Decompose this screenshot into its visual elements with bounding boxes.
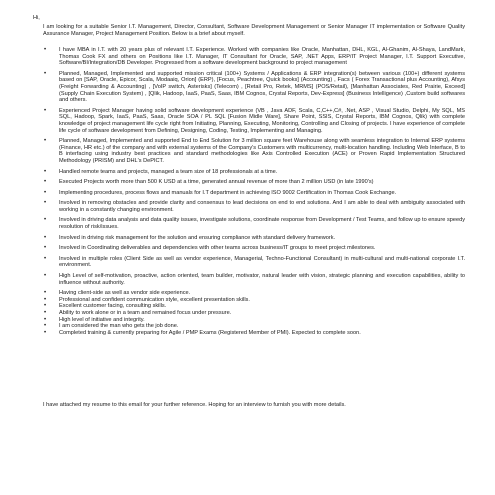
list-item: [43, 190, 465, 197]
list-item-text: Executed Projects worth more than 500 K USD at a time, generated annual revenue of more than 2 million USD (in late 1990's): [59, 179, 374, 186]
list-item: [43, 200, 465, 213]
intro-paragraph: I am looking for a suitable Senior I.T. Management, Director, Consultant, Software Development Management or Senior Manager IT implementation or Software Quality Assurance Manager, Project Management Position. Below is a brief about myself.: [43, 24, 465, 37]
list-item-text: High Level of self-motivation, proactive, action oriented, team builder, motivator, natural leader with vision, strategic planning and execution capabilities, ability to influence without authority.: [59, 273, 465, 286]
list-item-text: Involved in Coordinating deliverables and dependencies with other teams across business/IT groups to meet project milestones.: [59, 245, 376, 252]
list-item-text: Experienced Project Manager having solid software development experience (VB , Java ADF, Scala, C,C++,C#, .Net, ASP , Visual Studio, Delphi, My SQL, MS SQL, Hadoop, Spark, IaaS, PaaS, Saas, Oracle SOA / PL SQL [Fusion Midle Ware], Share Point, SSIS, Crystal Reports, IBM Cognos, Qlik) with complete knowledge of project management life cycle right from Initiating, Planning, Executing, Monitoring, Controlling and Closing of projects. I have experience of complete life cycle of software development from Defining, Designing, Coding, Testing, Implementing and Managing.: [59, 107, 465, 134]
list-item-text: Professional and confident communication style, excellent presentation skills.: [59, 296, 250, 303]
bullet-marker: •: [44, 70, 47, 77]
bullet-marker: •: [44, 107, 47, 114]
closing-paragraph: I have attached my resume to this email for your further reference. Hoping for an interview to furnish you with more details.: [43, 402, 346, 408]
bullet-marker: •: [44, 138, 47, 145]
bullet-marker: •: [44, 323, 47, 330]
list-item: [43, 217, 465, 230]
list-item-text: Ability to work alone or in a team and remained focus under pressure.: [59, 310, 232, 316]
list-item-text: I am considered the man who gets the job done.: [59, 323, 179, 330]
bullet-marker: •: [44, 179, 47, 186]
list-item: [43, 290, 465, 297]
bullet-marker: •: [44, 290, 47, 297]
bullet-marker: •: [44, 310, 47, 316]
list-item-text: I have MBA in I.T. with 20 years plus of relevant I.T. Experience. Worked with companies like Oracle, Manhattan, DHL, KGL, Al-Ghanim, Al-Shaya, LandMark, Thomas Cook FX and others on Positions like I.T. Manager, IT Consultant for Oracle, SAP, .NET Apps, ERP/IT Project Manager, I.T. Support Executive, Software/BI/Integration/DB Developer. Progressed from a software development background to project management: [59, 47, 465, 67]
list-item-text: Completed training & currently preparing for Agile / PMP Exams (Registered Member of PMI). Expected to complete soon.: [59, 329, 361, 336]
list-item: [43, 108, 465, 134]
list-item: [43, 317, 465, 324]
bullet-marker: •: [44, 200, 47, 207]
bullet-marker: •: [44, 189, 47, 196]
list-item-text: Implementing procedures, process flows and manuals for I.T department in achieving ISO 9002 Certification in Thomas Cook Exchange.: [59, 189, 397, 196]
list-item-text: Having client-side as well as vendor side experience.: [59, 290, 191, 297]
list-item: [43, 297, 465, 304]
bullet-marker: •: [44, 47, 47, 53]
list-item-text: Handled remote teams and projects, managed a team size of 18 professionals at a time.: [59, 168, 278, 175]
bullet-marker: •: [44, 303, 47, 310]
list-item: [43, 310, 465, 317]
list-item-text: High level of initiative and integrity.: [59, 316, 145, 323]
bullet-marker: •: [44, 273, 47, 280]
list-item: [43, 256, 465, 269]
list-item: [43, 303, 465, 310]
list-item: [43, 273, 465, 286]
list-item: [43, 138, 465, 164]
bullet-marker: •: [44, 234, 47, 241]
list-item: [43, 71, 465, 104]
bullet-marker: •: [44, 217, 47, 224]
list-item: [43, 179, 465, 186]
list-item: [43, 323, 465, 330]
bullet-marker: •: [44, 168, 47, 175]
list-item: [43, 330, 465, 337]
list-item-text: Involved in driving risk management for the solution and ensuring compliance with standard delivery framework.: [59, 234, 336, 241]
list-item: [43, 245, 465, 252]
list-item-text: Involved in driving data analysis and data quality issues, investigate solutions, coordinate response from Development / Test Teams, and follow up to ensure speedy resolution of risk/issues.: [59, 217, 465, 231]
list-item: [43, 169, 465, 176]
bullet-marker: •: [44, 245, 47, 252]
list-item-text: Planned, Managed, Implemented and supported End to End Solution for 3 million square feet Warehouse along with seamless integration to Internal ERP systems (Finance, HR etc.) of the company and with external systems of the Company's Customers with multicurrency, multi-location handling. Including Web Interface, B to B interfacing using industry best practices and standard methodologies like Axis Controlled Execution (ACE) or Proven Rapid Implementation Structured Methodology (PRISM) and DHL's DePICT.: [59, 138, 465, 164]
bullet-marker: •: [44, 296, 47, 303]
list-item-text: Involved in removing obstacles and provide clarity and consensus to lead decisions on end to end solutions. And I am able to deal with ambiguity associated with working in a constantly changing environment.: [59, 200, 465, 213]
list-item-text: Involved in multiple roles (Client Side as well as vendor experience, Managerial, Techno-Functional Consultant) in multi-cultural and multi-national corporate I.T. environment.: [59, 255, 465, 269]
list-item-text: Excellent customer facing, consulting skills.: [59, 303, 167, 310]
bullet-marker: •: [44, 316, 47, 323]
list-item: [43, 235, 465, 242]
list-item: [43, 47, 465, 67]
greeting: Hi,: [33, 15, 40, 21]
experience-list: [43, 47, 465, 336]
bullet-marker: •: [44, 329, 47, 336]
list-item-text: Planned, Managed, Implemented and supported mission critical (100+) Systems / Applications & ERP integration(s) between various (100+) different systems based on [SAP, Oracle, Epicor, Scala, Modaaiq, Orion] (ERP), [Focus, Peachtree, Quick books] (Accounting) , Facs ( Forex Transactional plus Accounting), Afsys (Freight Forwarding & Accounting) , [VoIP switch, Asterisks] (Telecom) , [Retail Pro, Retek, MRMS] (POS/Retail), [Manhattan Associates, Red Prairie, Exceed] (Supply Chain Execution System) , [Qlik, Hadoop, IaaS, PaaS, Saas, IBM Cognos, Crystal Reports, Dev-Express] (Business Intelligence) ,Custom build softwares and others.: [59, 70, 465, 104]
bullet-marker: •: [44, 255, 47, 262]
